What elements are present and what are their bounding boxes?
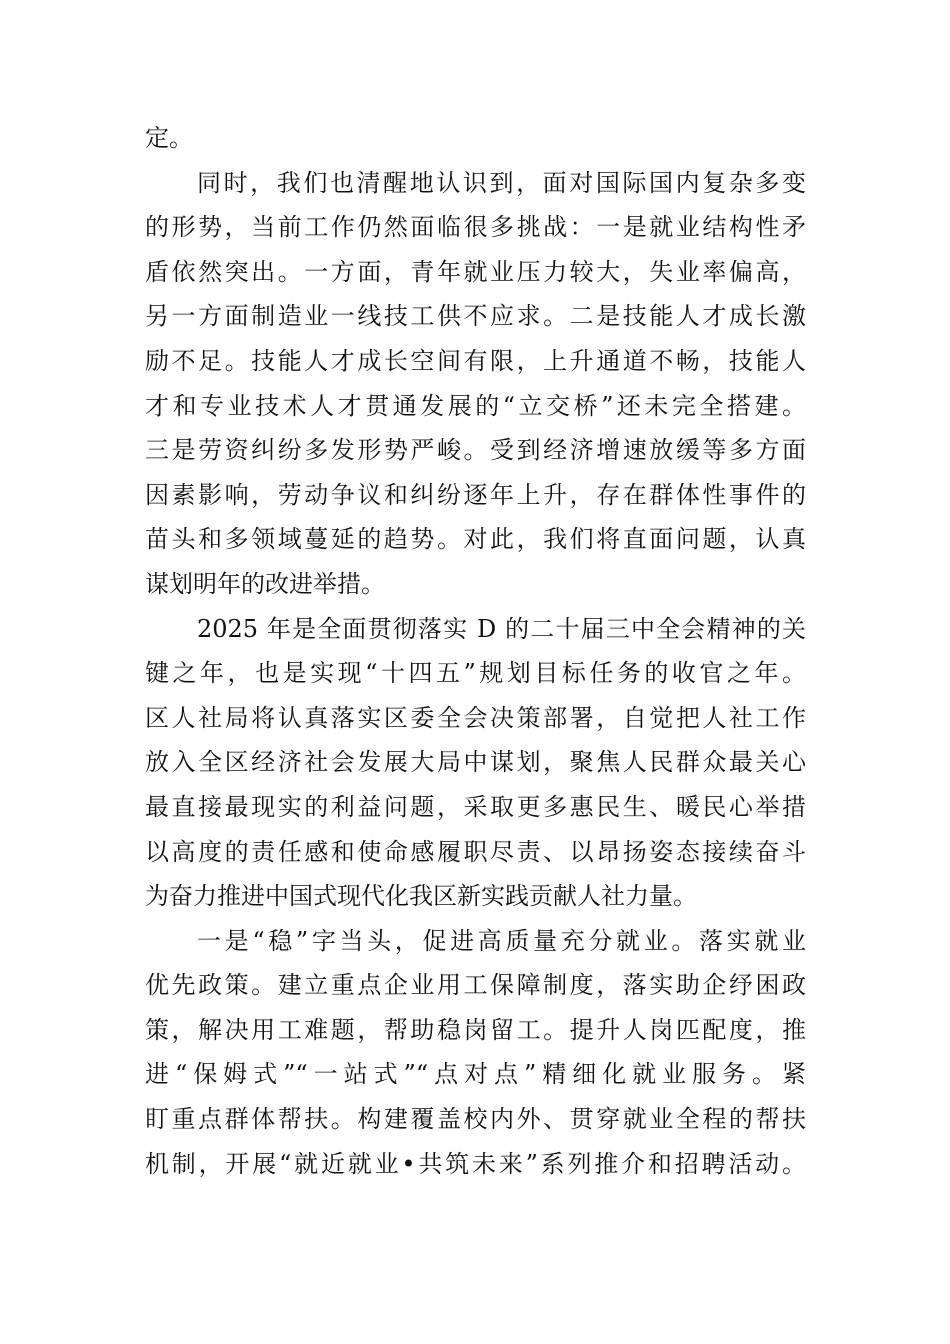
text-line: 策，解决用工难题，帮助稳岗留工。提升人岗匹配度，推: [145, 1015, 806, 1044]
text-line: 定。: [145, 124, 193, 152]
text-line: 才和专业技术人才贯通发展的“立交桥”还未完全搭建。: [145, 391, 806, 420]
text-line: 放入全区经济社会发展大局中谋划，聚焦人民群众最关心: [145, 748, 806, 777]
text-line: 一是“稳”字当头，促进高质量充分就业。落实就业: [197, 926, 806, 955]
text-line: 以高度的责任感和使命感履职尽责、以昂扬姿态接续奋斗: [145, 837, 806, 866]
paragraph: [145, 116, 806, 161]
text-line: 三是劳资纠纷多发形势严峻。受到经济增速放缓等多方面: [145, 436, 806, 465]
text-line: 进“保姆式”“一站式”“点对点”精细化就业服务。紧: [145, 1060, 806, 1089]
text-line: 同时，我们也清醒地认识到，面对国际国内复杂多变: [197, 168, 806, 197]
text-line: 键之年，也是实现“十四五”规划目标任务的收官之年。: [145, 659, 806, 688]
paragraph: [145, 607, 806, 919]
text-line: 因素影响，劳动争议和纠纷逐年上升，存在群体性事件的: [145, 480, 806, 509]
text-line: 盾依然突出。一方面，青年就业压力较大，失业率偏高，: [145, 257, 806, 286]
text-line: 机制，开展“就近就业•共筑未来”系列推介和招聘活动。: [145, 1149, 806, 1178]
text-line: 励不足。技能人才成长空间有限，上升通道不畅，技能人: [145, 346, 806, 375]
text-line: 苗头和多领域蔓延的趋势。对此，我们将直面问题，认真: [145, 525, 806, 554]
text-line: 的形势，当前工作仍然面临很多挑战：一是就业结构性矛: [145, 213, 806, 242]
text-line: 为奋力推进中国式现代化我区新实践贡献人社力量。: [145, 882, 697, 911]
text-line: 谋划明年的改进举措。: [145, 569, 385, 598]
text-line: 区人社局将认真落实区委全会决策部署，自觉把人社工作: [145, 703, 806, 732]
document-page: [145, 116, 806, 1186]
text-line: 另一方面制造业一线技工供不应求。二是技能人才成长激: [145, 302, 806, 331]
text-line: 优先政策。建立重点企业用工保障制度，落实助企纾困政: [145, 971, 806, 1000]
text-line: 盯重点群体帮扶。构建覆盖校内外、贯穿就业全程的帮扶: [145, 1105, 806, 1134]
paragraph: [145, 161, 806, 607]
text-line: 2025 年是全面贯彻落实 D 的二十届三中全会精神的关: [197, 614, 806, 643]
paragraph: [145, 919, 806, 1187]
text-line: 最直接最现实的利益问题，采取更多惠民生、暖民心举措: [145, 792, 806, 821]
